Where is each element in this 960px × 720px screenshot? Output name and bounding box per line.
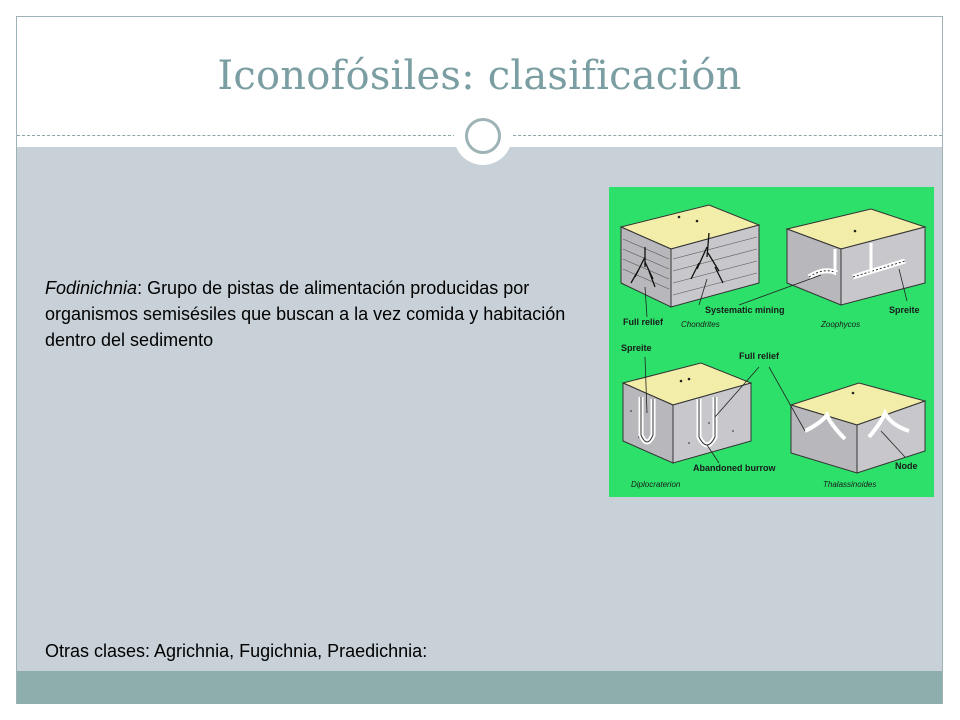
block-diplocraterion	[623, 363, 751, 463]
divider-circle-ornament-icon	[454, 107, 512, 165]
label-diplocraterion: Diplocraterion	[631, 480, 681, 489]
body-paragraph	[45, 275, 615, 353]
other-classes-text: Otras clases: Agrichnia, Fugichnia, Praedichnia:	[45, 641, 428, 661]
label-full-relief-top: Full relief	[623, 317, 664, 327]
label-node: Node	[895, 461, 918, 471]
label-spreite-top: Spreite	[889, 305, 920, 315]
slide-title: Iconofósiles: clasificación	[217, 53, 742, 99]
block-chondrites	[621, 205, 759, 307]
slide-frame	[16, 16, 943, 704]
label-chondrites: Chondrites	[681, 320, 720, 329]
footer-band	[17, 671, 942, 704]
label-zoophycos: Zoophycos	[821, 320, 861, 329]
definition-text: : Grupo de pistas de alimentación producidas por organismos semisésiles que buscan a la vez comida y habitación dentro del sedimento	[45, 278, 566, 350]
trace-fossil-diagram	[609, 187, 934, 497]
label-thalassinoides: Thalassinoides	[823, 480, 877, 489]
trace-fossil-figure	[609, 187, 934, 497]
block-thalassinoides	[791, 383, 925, 473]
label-full-relief-bottom: Full relief	[739, 351, 780, 361]
term-fodinichnia: Fodinichnia	[45, 278, 138, 298]
label-spreite-bottom: Spreite	[621, 343, 652, 353]
label-abandoned-burrow: Abandoned burrow	[693, 463, 776, 473]
ornament-ring	[465, 118, 501, 154]
label-systematic-mining: Systematic mining	[705, 305, 785, 315]
